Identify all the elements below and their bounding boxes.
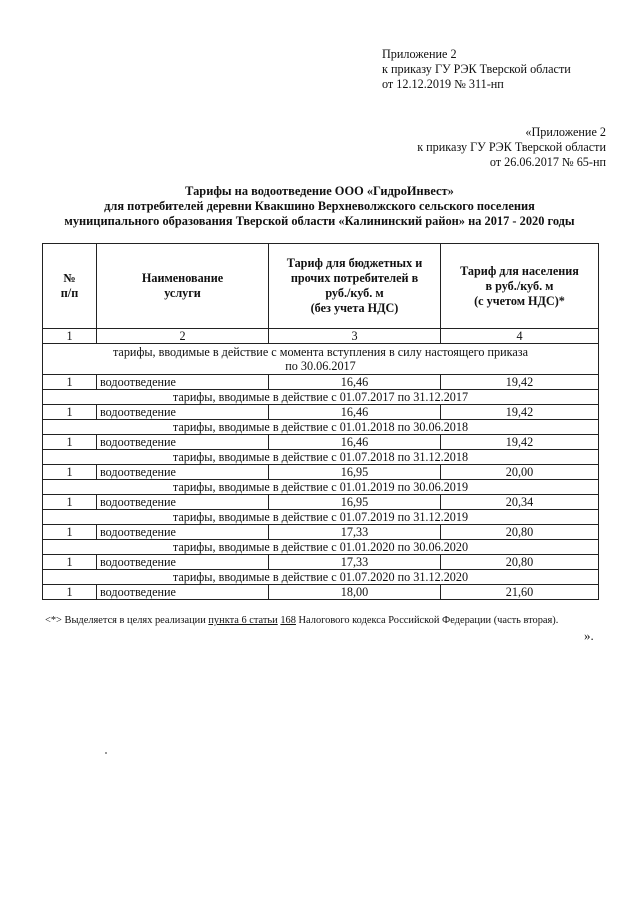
column-number-2: 2: [97, 329, 269, 344]
row-budget-tariff: 17,33: [269, 525, 441, 540]
header-population-line2: в руб./куб. м: [485, 278, 554, 293]
row-number: 1: [43, 375, 97, 390]
annex-previous-line1: «Приложение 2: [525, 125, 606, 139]
row-service: водоотведение: [97, 435, 269, 450]
row-population-tariff: 19,42: [441, 375, 599, 390]
period-row: [43, 420, 599, 435]
row-number: 1: [43, 525, 97, 540]
annex-current-line2: к приказу ГУ РЭК Тверской области: [382, 62, 571, 76]
period-row: [43, 450, 599, 465]
footnote-prefix: <*> Выделяется в целях реализации: [45, 615, 209, 626]
period-row: [43, 510, 599, 525]
period-label: тарифы, вводимые в действие с 01.01.2019 по 30.06.2019: [43, 480, 599, 495]
table-row: [43, 555, 599, 570]
footnote-suffix: Налогового кодекса Российской Федерации (часть вторая).: [295, 615, 559, 626]
header-budget-line4: (без учета НДС): [310, 301, 399, 315]
annex-previous-line3: от 26.06.2017 № 65-нп: [489, 155, 606, 169]
footnote: [45, 614, 605, 627]
period-label: тарифы, вводимые в действие с 01.07.2020 по 31.12.2020: [43, 570, 599, 585]
row-budget-tariff: 16,46: [269, 435, 441, 450]
tariff-table: [42, 243, 599, 600]
period-label-line1: тарифы, вводимые в действие с момента вступления в силу настоящего приказа: [112, 345, 529, 359]
row-population-tariff: 20,80: [441, 525, 599, 540]
period-label: [43, 344, 599, 375]
header-budget-line1: Тариф для бюджетных и: [286, 256, 423, 270]
row-service: водоотведение: [97, 585, 269, 600]
table-header-row: [43, 244, 599, 329]
table-row: [43, 375, 599, 390]
period-row: [43, 390, 599, 405]
period-label: тарифы, вводимые в действие с 01.07.2019 по 31.12.2019: [43, 510, 599, 525]
period-label: тарифы, вводимые в действие с 01.07.2017 по 31.12.2017: [43, 390, 599, 405]
title-line2: для потребителей деревни Квакшино Верхневолжского сельского поселения: [104, 199, 535, 213]
row-number: 1: [43, 585, 97, 600]
row-budget-tariff: 16,46: [269, 375, 441, 390]
row-service: водоотведение: [97, 525, 269, 540]
closing-quote: ».: [584, 628, 594, 643]
row-population-tariff: 19,42: [441, 405, 599, 420]
row-service: водоотведение: [97, 405, 269, 420]
header-service-line1: Наименование: [141, 271, 224, 285]
period-row: [43, 570, 599, 585]
header-budget-line3: руб./куб. м: [325, 286, 384, 300]
row-service: водоотведение: [97, 375, 269, 390]
row-budget-tariff: 16,95: [269, 465, 441, 480]
scan-speck: [105, 752, 107, 754]
title-line3: муниципального образования Тверской области «Калининский район» на 2017 - 2020 годы: [64, 214, 575, 228]
header-population-line3: (с учетом НДС)*: [474, 293, 565, 308]
row-budget-tariff: 16,95: [269, 495, 441, 510]
row-budget-tariff: 16,46: [269, 405, 441, 420]
header-number: [43, 244, 97, 329]
period-label-line2: по 30.06.2017: [285, 359, 356, 373]
period-label: тарифы, вводимые в действие с 01.01.2018 по 30.06.2018: [43, 420, 599, 435]
row-service: водоотведение: [97, 495, 269, 510]
annex-previous-reference: [346, 125, 606, 170]
header-population-tariff: [441, 244, 599, 329]
row-number: 1: [43, 555, 97, 570]
row-number: 1: [43, 495, 97, 510]
annex-previous-line2: к приказу ГУ РЭК Тверской области: [417, 140, 606, 154]
header-population-line1: Тариф для населения: [460, 263, 579, 278]
footnote-link-article[interactable]: пункта 6 статьи: [208, 615, 278, 626]
row-population-tariff: 21,60: [441, 585, 599, 600]
header-budget-tariff: [269, 244, 441, 329]
period-label: тарифы, вводимые в действие с 01.07.2018 по 31.12.2018: [43, 450, 599, 465]
row-budget-tariff: 17,33: [269, 555, 441, 570]
column-number-1: 1: [43, 329, 97, 344]
row-number: 1: [43, 435, 97, 450]
column-number-4: 4: [441, 329, 599, 344]
header-number-line1: №: [63, 271, 76, 285]
header-number-line2: п/п: [60, 286, 79, 300]
footnote-link-168[interactable]: 168: [280, 615, 296, 626]
row-service: водоотведение: [97, 555, 269, 570]
row-number: 1: [43, 405, 97, 420]
annex-current-line1: Приложение 2: [382, 47, 457, 61]
row-population-tariff: 20,34: [441, 495, 599, 510]
table-row: [43, 525, 599, 540]
period-row: [43, 344, 599, 375]
annex-current-reference: [382, 47, 622, 92]
table-row: [43, 405, 599, 420]
header-budget-line2: прочих потребителей в: [290, 271, 419, 285]
row-population-tariff: 20,00: [441, 465, 599, 480]
row-population-tariff: 20,80: [441, 555, 599, 570]
row-budget-tariff: 18,00: [269, 585, 441, 600]
header-service: [97, 244, 269, 329]
period-row: [43, 540, 599, 555]
column-number-3: 3: [269, 329, 441, 344]
header-service-line2: услуги: [164, 286, 201, 300]
row-population-tariff: 19,42: [441, 435, 599, 450]
table-row: [43, 585, 599, 600]
column-numbers-row: [43, 329, 599, 344]
row-service: водоотведение: [97, 465, 269, 480]
row-number: 1: [43, 465, 97, 480]
table-row: [43, 465, 599, 480]
title-line1: Тарифы на водоотведение ООО «ГидроИнвест»: [185, 184, 454, 198]
annex-current-line3: от 12.12.2019 № 311-нп: [382, 77, 504, 91]
table-row: [43, 495, 599, 510]
table-row: [43, 435, 599, 450]
period-row: [43, 480, 599, 495]
period-label: тарифы, вводимые в действие с 01.01.2020 по 30.06.2020: [43, 540, 599, 555]
document-title: [30, 184, 609, 229]
